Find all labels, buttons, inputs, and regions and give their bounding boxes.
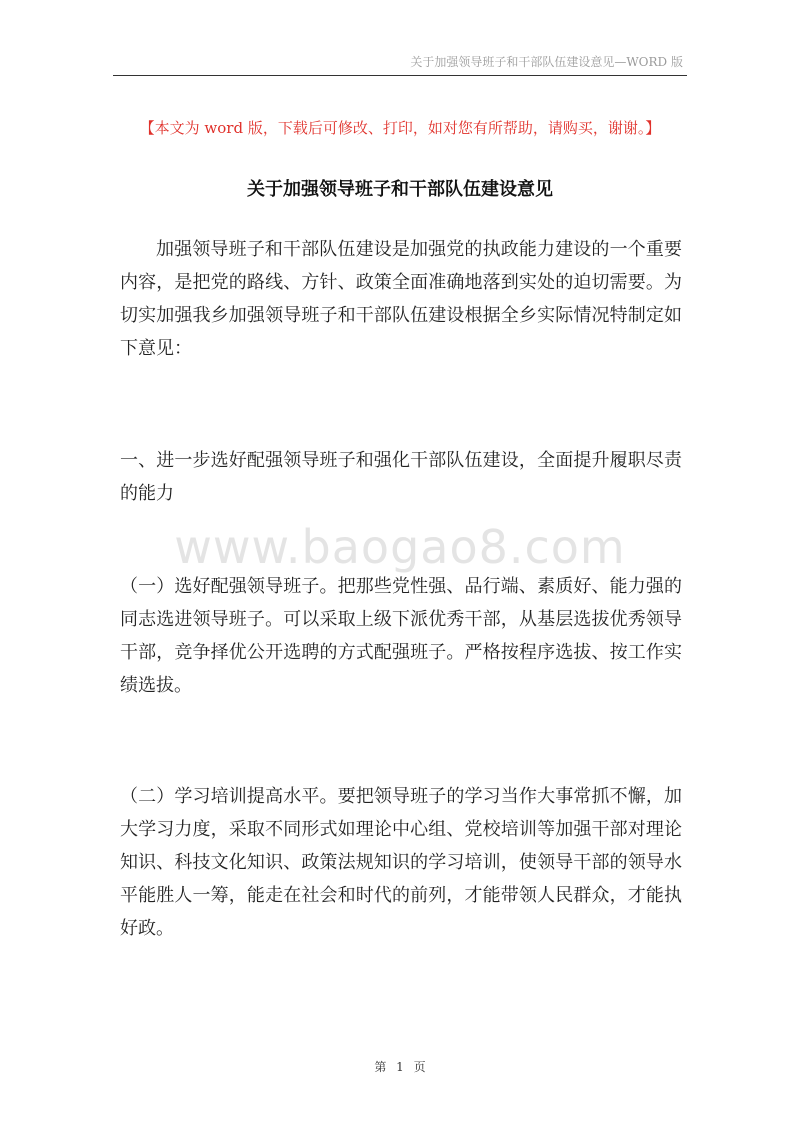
running-header: 关于加强领导班子和干部队伍建设意见—WORD 版: [410, 55, 683, 69]
page-footer: [0, 1058, 800, 1075]
page-label-suffix: 页: [413, 1060, 426, 1074]
header-divider: [113, 75, 687, 76]
document-title: 关于加强领导班子和干部队伍建设意见: [247, 179, 553, 200]
intro-paragraph: 加强领导班子和干部队伍建设是加强党的执政能力建设的一个重要内容，是把党的路线、方针、政策全面准确地落到实处的迫切需要。为切实加强我乡加强领导班子和干部队伍建设根据全乡实际情况特制定如下意见：: [120, 239, 682, 359]
purchase-notice: 【本文为 word 版，下载后可修改、打印，如对您有所帮助，请购买，谢谢。】: [139, 119, 661, 137]
section-item-1: （一）选好配强领导班子。把那些党性强、品行端、素质好、能力强的同志选进领导班子。可以采取上级下派优秀干部，从基层选拔优秀领导干部，竞争择优公开选聘的方式配强班子。严格按程序选拔、按工作实绩选拔。: [120, 576, 682, 696]
page-label-prefix: 第: [374, 1060, 387, 1074]
section-heading: 一、进一步选好配强领导班子和强化干部队伍建设，全面提升履职尽责的能力: [120, 450, 682, 504]
page-number: 1: [396, 1060, 404, 1074]
section-item-2: （二）学习培训提高水平。要把领导班子的学习当作大事常抓不懈，加大学习力度，采取不同形式如理论中心组、党校培训等加强干部对理论知识、科技文化知识、政策法规知识的学习培训，使领导干部的领导水平能胜人一筹，能走在社会和时代的前列，才能带领人民群众，才能执好政。: [120, 786, 682, 939]
watermark: www.baogao8.com: [174, 520, 626, 574]
